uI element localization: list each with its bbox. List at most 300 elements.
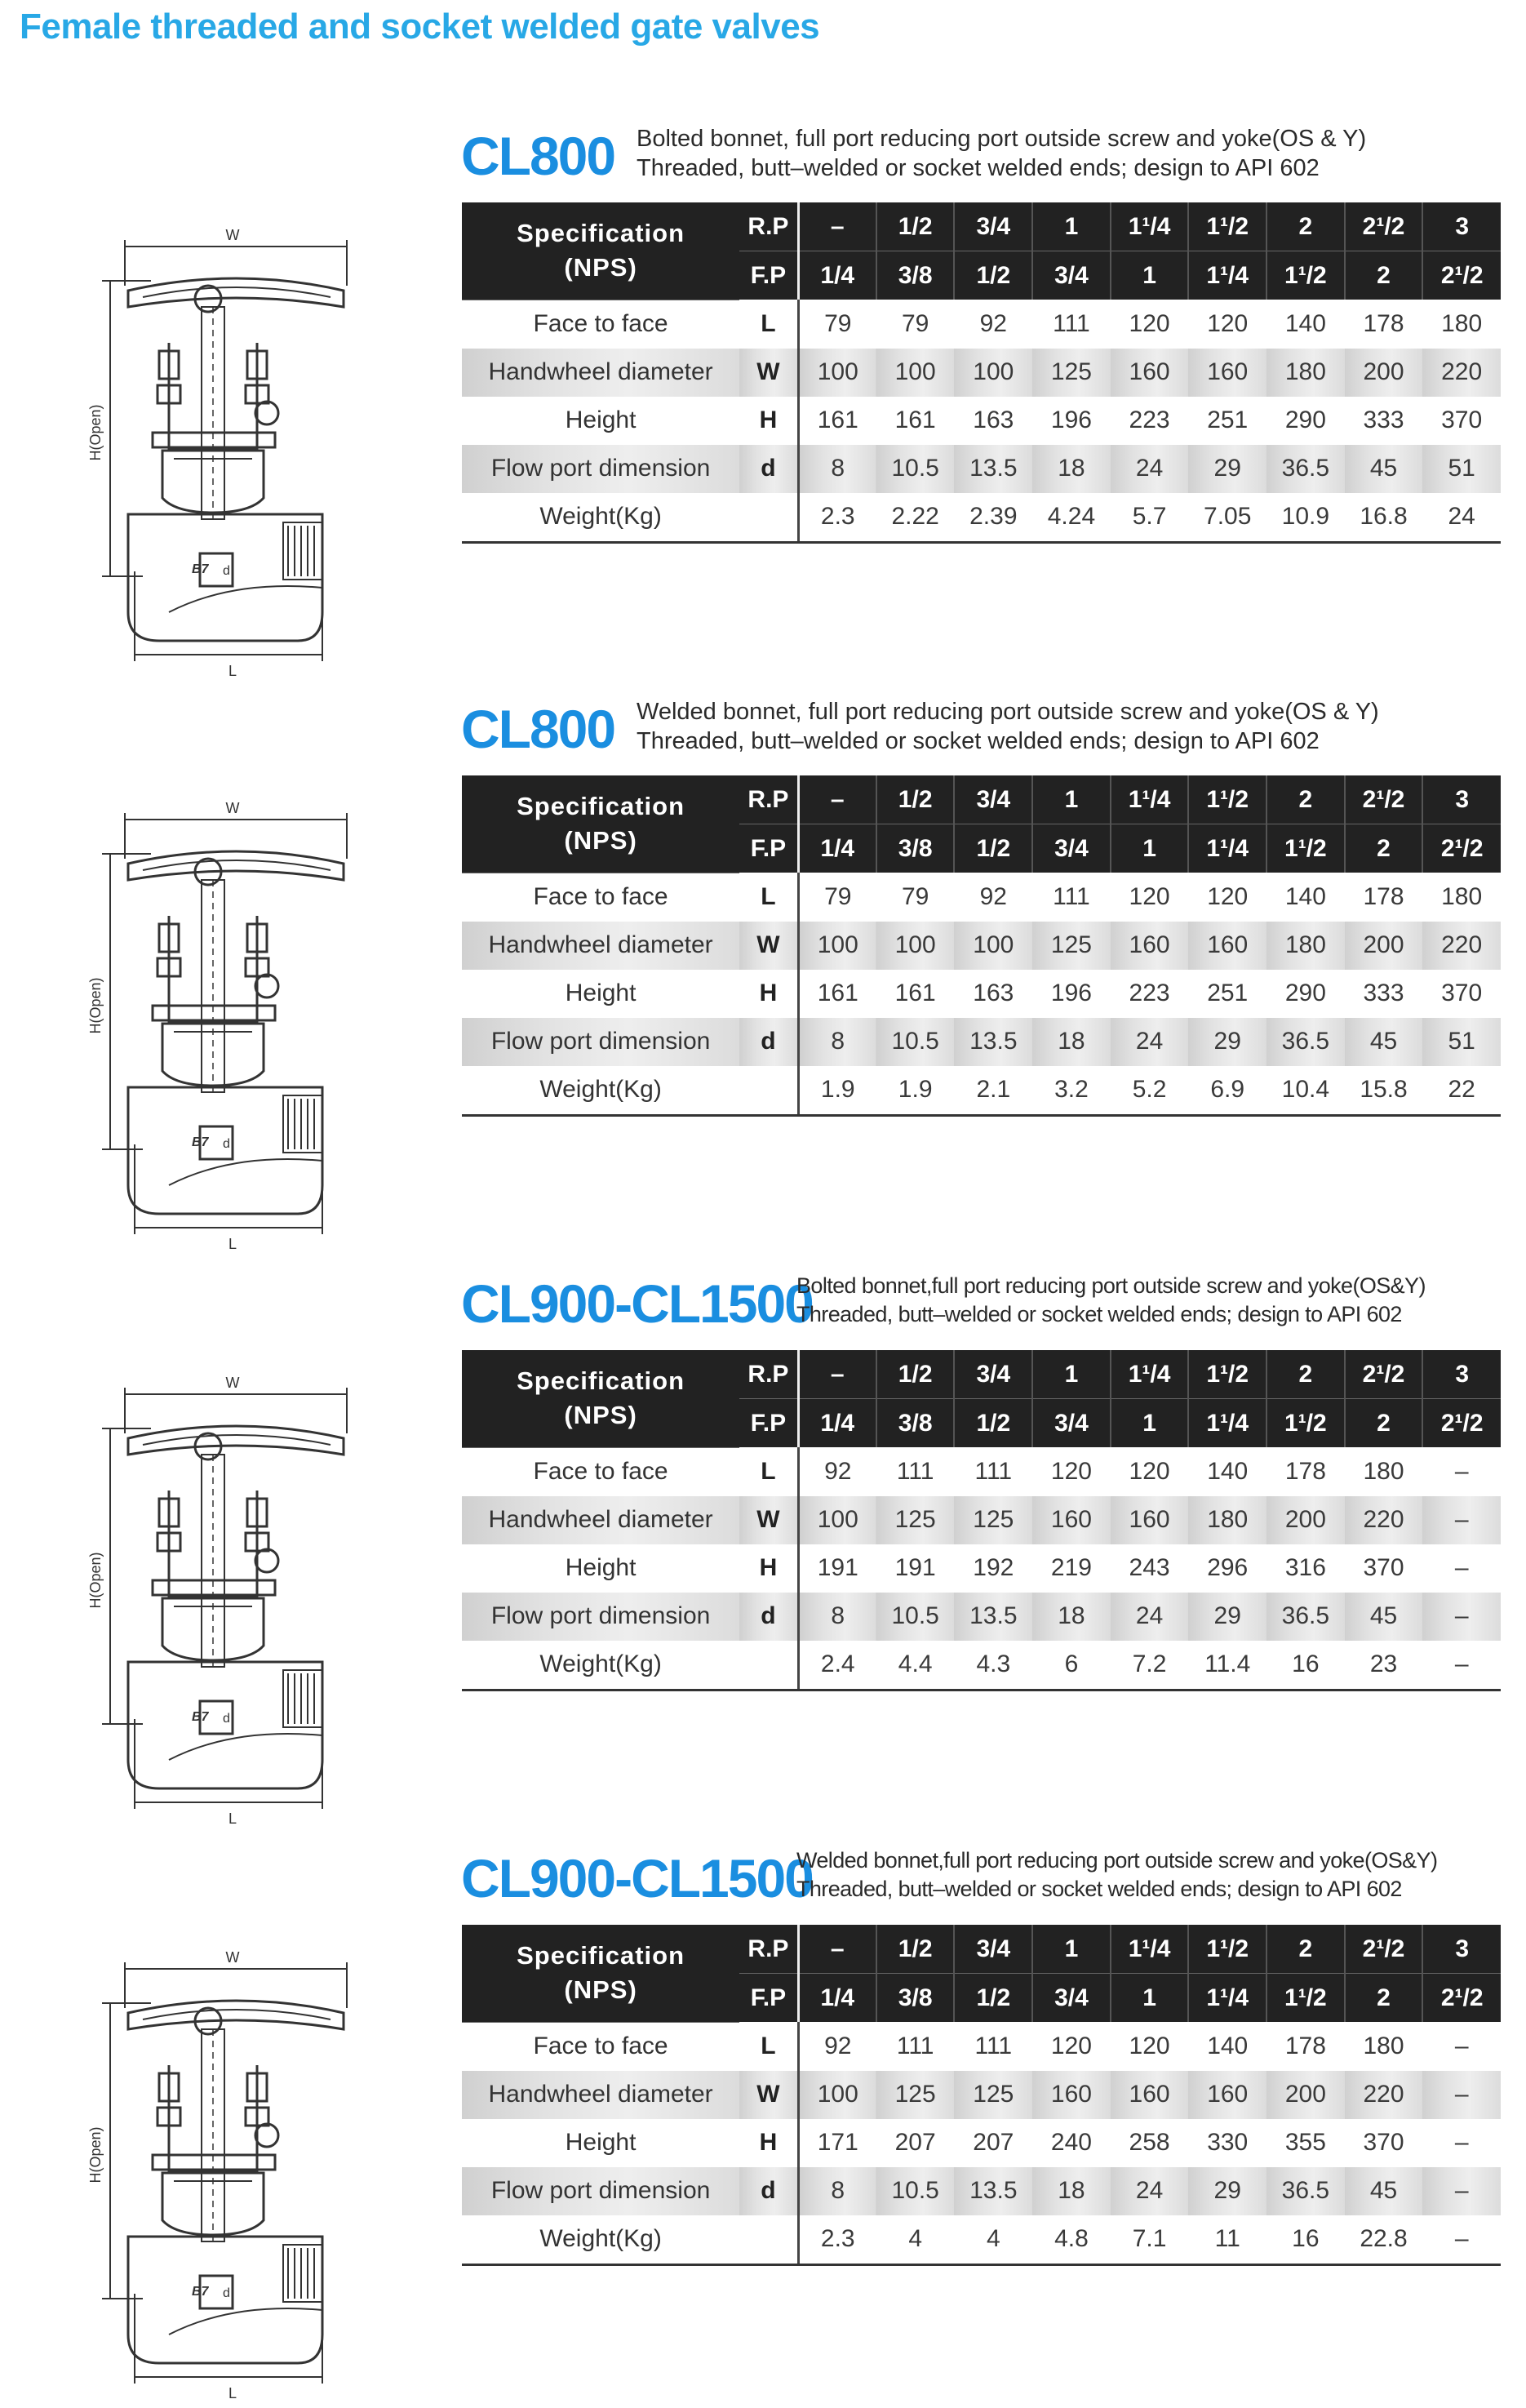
value-cell: 180 [1266, 922, 1345, 970]
value-cell: 24 [1111, 445, 1189, 493]
value-cell: 120 [1207, 309, 1249, 337]
row-label: Flow port dimension [462, 1018, 739, 1066]
page-title: Female threaded and socket welded gate valves [20, 7, 820, 47]
rp-size-row [462, 1350, 1501, 1399]
rp-size-cell: – [798, 202, 876, 251]
row-label: Height [565, 1554, 637, 1581]
value-cell: – [1422, 2167, 1501, 2215]
row-symbol: H [739, 397, 798, 445]
row-label: Handwheel diameter [462, 922, 739, 970]
value-cell: 180 [1188, 1496, 1266, 1544]
value-cell: 79 [901, 309, 929, 337]
height-row [462, 397, 1501, 445]
value-cell: – [1454, 2129, 1469, 2156]
weight-row [462, 2215, 1501, 2265]
value-cell: 160 [1111, 922, 1189, 970]
value-cell: 180 [1363, 2032, 1404, 2059]
row-symbol: L [739, 873, 798, 922]
description-line-2: Threaded, butt–welded or socket welded ends; design to API 602 [796, 1302, 1402, 1326]
nps-label: (NPS) [564, 1401, 637, 1430]
model-title: CL800 [461, 699, 615, 759]
value-cell: 100 [798, 349, 876, 397]
value-cell: 160 [1188, 2071, 1266, 2119]
dimension-label-h: H(Open) [87, 977, 104, 1034]
value-cell: 125 [954, 1496, 1032, 1544]
fp-size-cell: 1 [1111, 1399, 1189, 1448]
value-cell: – [1422, 2071, 1501, 2119]
value-cell: 333 [1363, 980, 1404, 1006]
value-cell: 45 [1345, 445, 1423, 493]
value-cell: 24 [1111, 1593, 1189, 1641]
fp-size-cell: 1¹/2 [1266, 824, 1345, 873]
valve-section [0, 687, 1526, 1259]
row-symbol: d [739, 1018, 798, 1066]
value-cell: 7.1 [1111, 2215, 1189, 2265]
value-cell: 16 [1266, 1641, 1345, 1690]
fp-size-cell: 1¹/2 [1266, 1399, 1345, 1448]
value-cell: 200 [1266, 2071, 1345, 2119]
value-cell: 178 [1363, 882, 1404, 910]
value-cell: 296 [1207, 1554, 1249, 1581]
spec-header-cell [462, 775, 739, 873]
value-cell: 13.5 [954, 1593, 1032, 1641]
fp-size-cell: 2¹/2 [1422, 1974, 1501, 2023]
fp-size-cell: 1¹/4 [1188, 1399, 1266, 1448]
value-cell: 8 [798, 445, 876, 493]
fp-size-cell: 3/4 [1032, 824, 1111, 873]
value-cell: 160 [1188, 349, 1266, 397]
rp-size-row [462, 775, 1501, 824]
value-cell: 180 [1266, 349, 1345, 397]
row-symbol [739, 2215, 798, 2265]
spec-header-cell [462, 1350, 739, 1447]
fp-size-cell: 1/4 [798, 1399, 876, 1448]
fp-size-cell: 2 [1345, 251, 1423, 300]
value-cell: 16.8 [1345, 493, 1423, 543]
value-cell: – [1422, 1496, 1501, 1544]
value-cell: 125 [876, 1496, 955, 1544]
row-label: Flow port dimension [462, 1593, 739, 1641]
value-cell: 45 [1345, 1018, 1423, 1066]
row-label: Handwheel diameter [462, 349, 739, 397]
value-cell: 111 [1053, 882, 1090, 910]
value-cell: 160 [1188, 922, 1266, 970]
model-description [796, 1846, 1437, 1904]
value-cell: 18 [1032, 2167, 1111, 2215]
value-cell: 120 [1207, 882, 1249, 910]
value-cell: 24 [1111, 2167, 1189, 2215]
fp-size-cell: 1 [1111, 824, 1189, 873]
value-cell: 18 [1032, 445, 1111, 493]
value-cell: 330 [1207, 2129, 1249, 2156]
value-cell: 120 [1050, 2032, 1092, 2059]
row-symbol: W [739, 922, 798, 970]
value-cell: 120 [1129, 2032, 1170, 2059]
value-cell: 29 [1188, 1593, 1266, 1641]
dimension-label-h: H(Open) [87, 404, 104, 461]
value-cell: – [1454, 1457, 1469, 1485]
value-cell: 120 [1129, 309, 1170, 337]
value-cell: 36.5 [1266, 2167, 1345, 2215]
value-cell: 16 [1266, 2215, 1345, 2265]
fp-size-cell: 1/4 [798, 251, 876, 300]
rp-size-cell: 3/4 [954, 202, 1032, 251]
body-marking-label: B7 [192, 1710, 209, 1724]
value-cell: 180 [1363, 1457, 1404, 1485]
row-symbol: W [739, 2071, 798, 2119]
value-cell: 7.05 [1188, 493, 1266, 543]
rp-size-cell: – [798, 1925, 876, 1974]
row-symbol [739, 493, 798, 543]
fp-size-cell: 1/4 [798, 824, 876, 873]
row-symbol: W [739, 349, 798, 397]
value-cell: 200 [1345, 922, 1423, 970]
value-cell: 251 [1207, 980, 1249, 1006]
face-to-face-row [462, 1447, 1501, 1496]
rp-size-cell: 1¹/2 [1188, 1925, 1266, 1974]
value-cell: 290 [1284, 980, 1326, 1006]
valve-section [0, 114, 1526, 686]
value-cell: – [1422, 1641, 1501, 1690]
rp-size-cell: 1¹/4 [1111, 1925, 1189, 1974]
rp-size-cell: 2 [1266, 1925, 1345, 1974]
description-line-1: Bolted bonnet, full port reducing port outside screw and yoke(OS & Y) [637, 126, 1367, 152]
rp-size-cell: 3 [1422, 1925, 1501, 1974]
value-cell: 111 [896, 1457, 934, 1485]
row-label: Handwheel diameter [462, 2071, 739, 2119]
value-cell: 125 [1032, 922, 1111, 970]
value-cell: 18 [1032, 1018, 1111, 1066]
row-symbol: H [739, 2119, 798, 2167]
rp-size-cell: 1/2 [876, 1350, 955, 1399]
value-cell: 2.22 [876, 493, 955, 543]
port-label-d: d [223, 564, 230, 578]
fp-label: F.P [739, 1399, 798, 1448]
spec-header-cell [462, 1925, 739, 2022]
value-cell: – [1454, 2032, 1469, 2059]
value-cell: 24 [1422, 493, 1501, 543]
rp-size-row [462, 1925, 1501, 1974]
value-cell: 13.5 [954, 445, 1032, 493]
spec-table [462, 1925, 1501, 2266]
value-cell: 251 [1207, 407, 1249, 433]
face-to-face-row [462, 300, 1501, 349]
spec-label: Specification [517, 1366, 685, 1396]
rp-size-cell: 2¹/2 [1345, 1925, 1423, 1974]
value-cell: 120 [1129, 1457, 1170, 1485]
body-marking-label: B7 [192, 1135, 209, 1149]
fp-size-cell: 3/4 [1032, 1974, 1111, 2023]
value-cell: 100 [876, 349, 955, 397]
value-cell: 51 [1422, 1018, 1501, 1066]
row-symbol: d [739, 2167, 798, 2215]
valve-drawing [78, 1951, 359, 2408]
row-label: Height [565, 2129, 637, 2156]
value-cell: 10.5 [876, 2167, 955, 2215]
rp-size-cell: 1 [1032, 202, 1111, 251]
value-cell: 29 [1188, 1018, 1266, 1066]
port-label-d: d [223, 2286, 230, 2300]
rp-label: R.P [739, 202, 798, 251]
value-cell: 161 [817, 407, 858, 433]
value-cell: 333 [1363, 407, 1404, 433]
weight-row [462, 1066, 1501, 1116]
fp-label: F.P [739, 251, 798, 300]
fp-size-cell: 1/2 [954, 1399, 1032, 1448]
rp-label: R.P [739, 1350, 798, 1399]
flow-port-row [462, 1018, 1501, 1066]
flow-port-row [462, 445, 1501, 493]
weight-row [462, 493, 1501, 543]
value-cell: 200 [1345, 349, 1423, 397]
row-symbol: d [739, 445, 798, 493]
description-line-1: Welded bonnet,full port reducing port outside screw and yoke(OS&Y) [796, 1848, 1438, 1873]
rp-size-cell: 1¹/2 [1188, 202, 1266, 251]
model-title: CL900-CL1500 [461, 1848, 813, 1908]
row-label: Face to face [533, 2033, 668, 2059]
model-description [796, 1272, 1426, 1329]
value-cell: 207 [973, 2129, 1014, 2156]
value-cell: 120 [1050, 1457, 1092, 1485]
fp-size-cell: 1 [1111, 1974, 1189, 2023]
value-cell: 36.5 [1266, 1593, 1345, 1641]
face-to-face-row [462, 873, 1501, 922]
value-cell: 92 [979, 882, 1007, 910]
fp-size-cell: 3/8 [876, 251, 955, 300]
handwheel-diameter-row [462, 1496, 1501, 1544]
value-cell: 207 [894, 2129, 936, 2156]
fp-size-cell: 3/8 [876, 824, 955, 873]
fp-size-cell: 1 [1111, 251, 1189, 300]
value-cell: 92 [824, 1457, 852, 1485]
row-label: Weight(Kg) [462, 493, 739, 543]
rp-size-row [462, 202, 1501, 251]
value-cell: 79 [824, 882, 852, 910]
row-label: Face to face [533, 1458, 668, 1485]
value-cell: 196 [1050, 407, 1092, 433]
dimension-label-l: L [228, 1810, 237, 1827]
value-cell: 160 [1111, 349, 1189, 397]
value-cell: 160 [1032, 1496, 1111, 1544]
value-cell: 258 [1129, 2129, 1170, 2156]
body-marking-label: B7 [192, 2285, 209, 2299]
rp-size-cell: 3/4 [954, 1925, 1032, 1974]
value-cell: 45 [1345, 1593, 1423, 1641]
fp-size-cell: 2 [1345, 1974, 1423, 2023]
value-cell: 200 [1266, 1496, 1345, 1544]
value-cell: 125 [954, 2071, 1032, 2119]
row-symbol: L [739, 2022, 798, 2071]
nps-label: (NPS) [564, 253, 637, 282]
fp-size-cell: 2¹/2 [1422, 1399, 1501, 1448]
value-cell: 180 [1441, 309, 1483, 337]
value-cell: 1.9 [876, 1066, 955, 1116]
row-symbol: L [739, 1447, 798, 1496]
value-cell: 370 [1363, 1554, 1404, 1581]
port-label-d: d [223, 1137, 230, 1151]
row-symbol: H [739, 1544, 798, 1593]
value-cell: 111 [1053, 309, 1090, 337]
value-cell: – [1422, 2215, 1501, 2265]
value-cell: 100 [798, 2071, 876, 2119]
dimension-label-l: L [228, 663, 237, 679]
row-label: Face to face [533, 883, 668, 910]
value-cell: 24 [1111, 1018, 1189, 1066]
value-cell: 220 [1345, 2071, 1423, 2119]
dimension-label-w: W [225, 1376, 240, 1391]
dimension-label-h: H(Open) [87, 2126, 104, 2184]
fp-label: F.P [739, 1974, 798, 2023]
spec-header-cell [462, 202, 739, 300]
value-cell: 178 [1284, 1457, 1326, 1485]
nps-label: (NPS) [564, 1975, 637, 2005]
value-cell: 8 [798, 2167, 876, 2215]
value-cell: 163 [973, 980, 1014, 1006]
row-label: Height [565, 407, 637, 433]
rp-label: R.P [739, 1925, 798, 1974]
value-cell: 125 [1032, 349, 1111, 397]
value-cell: 5.7 [1111, 493, 1189, 543]
value-cell: 92 [979, 309, 1007, 337]
value-cell: 161 [817, 980, 858, 1006]
valve-section [0, 1262, 1526, 1833]
value-cell: 51 [1422, 445, 1501, 493]
fp-size-cell: 1¹/4 [1188, 1974, 1266, 2023]
rp-size-cell: 1/2 [876, 202, 955, 251]
value-cell: 23 [1345, 1641, 1423, 1690]
body-marking-label: B7 [192, 562, 209, 576]
spec-label: Specification [517, 1941, 685, 1970]
value-cell: 36.5 [1266, 445, 1345, 493]
value-cell: 160 [1111, 2071, 1189, 2119]
model-title: CL800 [461, 126, 615, 186]
value-cell: 160 [1032, 2071, 1111, 2119]
value-cell: 22.8 [1345, 2215, 1423, 2265]
value-cell: 125 [876, 2071, 955, 2119]
fp-size-cell: 1/2 [954, 251, 1032, 300]
rp-size-cell: 2 [1266, 1350, 1345, 1399]
description-line-2: Threaded, butt–welded or socket welded ends; design to API 602 [796, 1877, 1402, 1901]
rp-size-cell: 1 [1032, 1350, 1111, 1399]
rp-size-cell: 1 [1032, 775, 1111, 824]
rp-size-cell: 1/2 [876, 1925, 955, 1974]
dimension-label-h: H(Open) [87, 1552, 104, 1609]
rp-size-cell: 2 [1266, 775, 1345, 824]
valve-drawing [78, 802, 359, 1259]
value-cell: 111 [896, 2032, 934, 2059]
value-cell: 10.4 [1266, 1066, 1345, 1116]
rp-size-cell: 1/2 [876, 775, 955, 824]
rp-size-cell: 3/4 [954, 1350, 1032, 1399]
value-cell: 100 [798, 1496, 876, 1544]
model-description [637, 124, 1366, 183]
value-cell: 370 [1441, 980, 1483, 1006]
value-cell: 191 [817, 1554, 858, 1581]
description-line-1: Bolted bonnet,full port reducing port outside screw and yoke(OS&Y) [796, 1273, 1426, 1298]
value-cell: 1.9 [798, 1066, 876, 1116]
rp-size-cell: 3 [1422, 1350, 1501, 1399]
model-title: CL900-CL1500 [461, 1273, 813, 1334]
description-line-2: Threaded, butt–welded or socket welded ends; design to API 602 [637, 155, 1320, 181]
value-cell: 13.5 [954, 1018, 1032, 1066]
value-cell: 13.5 [954, 2167, 1032, 2215]
value-cell: 223 [1129, 407, 1170, 433]
fp-size-cell: 2¹/2 [1422, 824, 1501, 873]
rp-size-cell: 2¹/2 [1345, 202, 1423, 251]
value-cell: 11.4 [1188, 1641, 1266, 1690]
value-cell: 370 [1441, 407, 1483, 433]
row-label: Flow port dimension [462, 445, 739, 493]
valve-section [0, 1837, 1526, 2408]
dimension-label-l: L [228, 2385, 237, 2401]
value-cell: 7.2 [1111, 1641, 1189, 1690]
flow-port-row [462, 2167, 1501, 2215]
rp-size-cell: 2 [1266, 202, 1345, 251]
row-label: Weight(Kg) [462, 1641, 739, 1690]
value-cell: – [1422, 1593, 1501, 1641]
value-cell: 180 [1441, 882, 1483, 910]
rp-size-cell: – [798, 1350, 876, 1399]
value-cell: 2.39 [954, 493, 1032, 543]
model-description [637, 697, 1379, 756]
value-cell: 4.24 [1032, 493, 1111, 543]
value-cell: 4.3 [954, 1641, 1032, 1690]
value-cell: 4.4 [876, 1641, 955, 1690]
row-label: Weight(Kg) [462, 1066, 739, 1116]
value-cell: 196 [1050, 980, 1092, 1006]
value-cell: 10.5 [876, 445, 955, 493]
fp-size-cell: 3/8 [876, 1974, 955, 2023]
value-cell: 355 [1284, 2129, 1326, 2156]
value-cell: 2.4 [798, 1641, 876, 1690]
fp-size-cell: 1¹/2 [1266, 251, 1345, 300]
height-row [462, 2119, 1501, 2167]
value-cell: 2.3 [798, 493, 876, 543]
value-cell: 140 [1284, 309, 1326, 337]
rp-size-cell: – [798, 775, 876, 824]
fp-size-cell: 1/2 [954, 1974, 1032, 2023]
face-to-face-row [462, 2022, 1501, 2071]
fp-size-cell: 2 [1345, 824, 1423, 873]
row-symbol: H [739, 970, 798, 1018]
value-cell: 178 [1363, 309, 1404, 337]
spec-table [462, 1350, 1501, 1691]
dimension-label-w: W [225, 229, 240, 243]
value-cell: 111 [974, 2032, 1013, 2059]
row-symbol: d [739, 1593, 798, 1641]
row-label: Weight(Kg) [462, 2215, 739, 2265]
value-cell: 4 [876, 2215, 955, 2265]
value-cell: 18 [1032, 1593, 1111, 1641]
value-cell: 219 [1050, 1554, 1092, 1581]
value-cell: 10.5 [876, 1593, 955, 1641]
value-cell: 100 [954, 922, 1032, 970]
fp-size-cell: 3/4 [1032, 251, 1111, 300]
value-cell: 161 [894, 980, 936, 1006]
row-label: Handwheel diameter [462, 1496, 739, 1544]
value-cell: 111 [974, 1457, 1013, 1485]
description-line-1: Welded bonnet, full port reducing port outside screw and yoke(OS & Y) [637, 699, 1379, 725]
value-cell: 4 [954, 2215, 1032, 2265]
handwheel-diameter-row [462, 922, 1501, 970]
rp-size-cell: 1 [1032, 1925, 1111, 1974]
value-cell: 2.1 [954, 1066, 1032, 1116]
value-cell: 92 [824, 2032, 852, 2059]
fp-size-cell: 2 [1345, 1399, 1423, 1448]
value-cell: – [1454, 1554, 1469, 1581]
value-cell: 140 [1207, 2032, 1249, 2059]
rp-size-cell: 3/4 [954, 775, 1032, 824]
